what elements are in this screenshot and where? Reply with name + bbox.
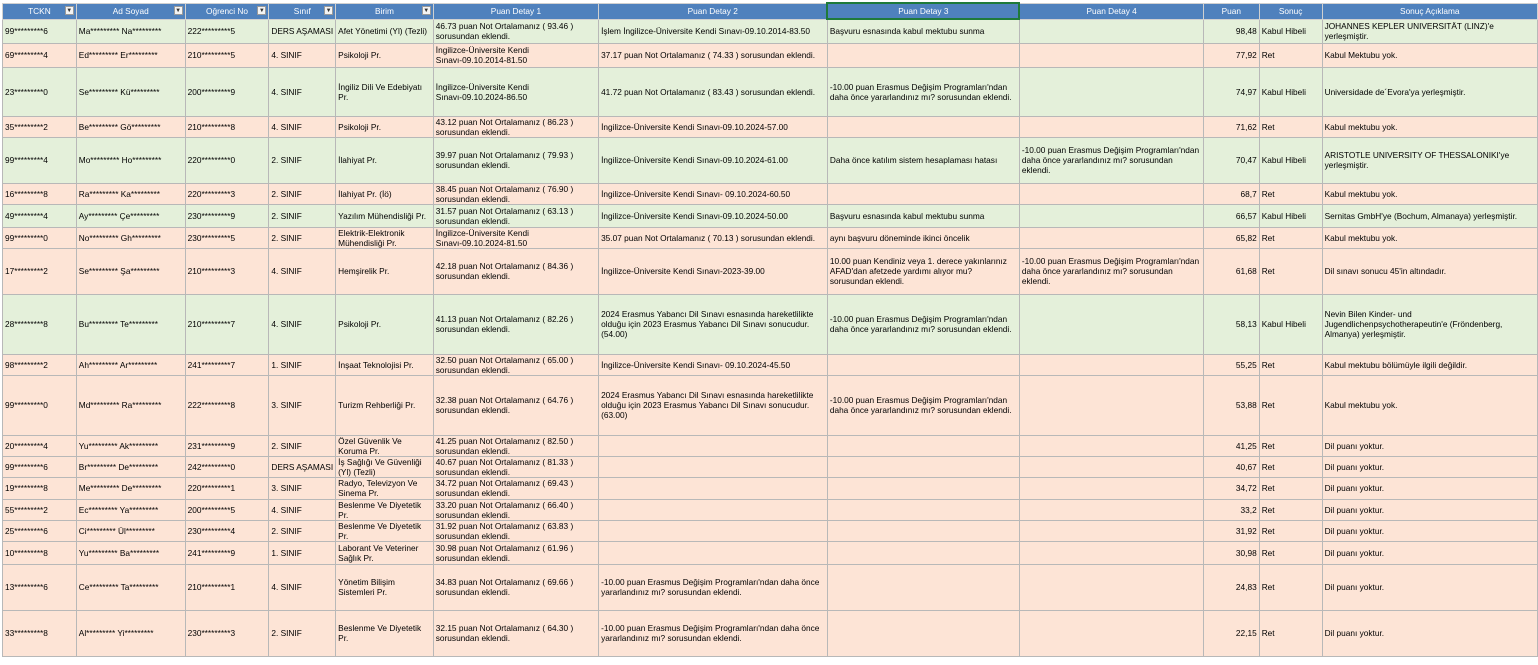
table-row	[3, 227, 1538, 248]
column-header-puan[interactable]	[1203, 3, 1259, 19]
cell-puan-detay-4[interactable]	[1019, 564, 1203, 610]
cell-puan-detay-2[interactable]	[599, 477, 828, 499]
cell-tckn[interactable]: 55*********2	[3, 499, 77, 520]
cell-puan-detay-2[interactable]: İngilizce-Üniversite Kendi Sınavı- 09.10.2024-60.50	[599, 183, 828, 204]
cell-birim[interactable]: Radyo, Televizyon Ve Sinema Pr.	[336, 477, 434, 499]
column-header-birim[interactable]	[336, 3, 434, 19]
cell-puan-detay-2[interactable]: 41.72 puan Not Ortalamanız ( 83.43 ) sorusundan eklendi.	[599, 67, 828, 116]
cell-birim[interactable]: Psikoloji Pr.	[336, 294, 434, 354]
table-row	[3, 541, 1538, 564]
cell-tckn[interactable]: 99*********6	[3, 456, 77, 477]
cell-sonuc[interactable]: Ret	[1259, 499, 1322, 520]
cell-puan[interactable]: 70,47	[1203, 137, 1259, 183]
cell-sonuc[interactable]: Ret	[1259, 477, 1322, 499]
cell-puan-detay-2[interactable]: 35.07 puan Not Ortalamanız ( 70.13 ) sorusundan eklendi.	[599, 227, 828, 248]
cell-ogrenci-no[interactable]: 230*********4	[185, 520, 269, 541]
cell-sonuc[interactable]: Ret	[1259, 541, 1322, 564]
cell-puan[interactable]: 30,98	[1203, 541, 1259, 564]
cell-puan-detay-4[interactable]: -10.00 puan Erasmus Değişim Programları'ndan daha önce yararlandınız mı? sorusundan eklendi.	[1019, 248, 1203, 294]
table-row	[3, 67, 1538, 116]
cell-ogrenci-no[interactable]: 210*********5	[185, 43, 269, 67]
cell-tckn[interactable]: 69*********4	[3, 43, 77, 67]
cell-ad-soyad[interactable]: Md********* Ra*********	[76, 375, 185, 435]
filter-dropdown-icon[interactable]: ▼	[258, 7, 265, 14]
cell-ogrenci-no[interactable]: 241*********7	[185, 354, 269, 375]
cell-birim[interactable]: Psikoloji Pr.	[336, 116, 434, 137]
table-row	[3, 456, 1538, 477]
cell-sonuc[interactable]: Kabul Hibeli	[1259, 67, 1322, 116]
cell-sonuc-aciklama[interactable]: Kabul mektubu yok.	[1322, 375, 1537, 435]
column-header-label: Sonuç Açıklama	[1400, 6, 1460, 16]
cell-puan-detay-2[interactable]	[599, 520, 828, 541]
cell-sinif[interactable]: 2. SINIF	[269, 610, 336, 656]
cell-sonuc-aciklama[interactable]: JOHANNES KEPLER UNIVERSITÄT (LINZ)'e yerleşmiştir.	[1322, 19, 1537, 43]
column-header-puan-detay-2[interactable]	[599, 3, 828, 19]
cell-sonuc[interactable]: Ret	[1259, 183, 1322, 204]
cell-sonuc-aciklama[interactable]: Dil puanı yoktur.	[1322, 477, 1537, 499]
cell-tckn[interactable]: 99*********6	[3, 19, 77, 43]
cell-sonuc-aciklama[interactable]: Kabul mektubu yok.	[1322, 227, 1537, 248]
cell-puan-detay-3[interactable]: Başvuru esnasında kabul mektubu sunma	[827, 204, 1019, 227]
cell-puan-detay-3[interactable]: -10.00 puan Erasmus Değişim Programları'ndan daha önce yararlandınız mı? sorusundan eklendi.	[827, 294, 1019, 354]
cell-puan-detay-1[interactable]: 43.12 puan Not Ortalamanız ( 86.23 ) sorusundan eklendi.	[433, 116, 598, 137]
cell-sonuc[interactable]: Kabul Hibeli	[1259, 204, 1322, 227]
cell-puan-detay-3[interactable]	[827, 116, 1019, 137]
cell-puan-detay-4[interactable]	[1019, 610, 1203, 656]
cell-birim[interactable]: İngiliz Dili Ve Edebiyatı Pr.	[336, 67, 434, 116]
cell-puan-detay-4[interactable]	[1019, 520, 1203, 541]
cell-puan-detay-2[interactable]: 37.17 puan Not Ortalamanız ( 74.33 ) sorusundan eklendi.	[599, 43, 828, 67]
cell-puan-detay-1[interactable]: 34.83 puan Not Ortalamanız ( 69.66 ) sorusundan eklendi.	[433, 564, 598, 610]
cell-puan[interactable]: 71,62	[1203, 116, 1259, 137]
cell-puan-detay-3[interactable]: -10.00 puan Erasmus Değişim Programları'ndan daha önce yararlandınız mı? sorusundan eklendi.	[827, 375, 1019, 435]
cell-ogrenci-no[interactable]: 220*********3	[185, 183, 269, 204]
cell-puan-detay-3[interactable]	[827, 520, 1019, 541]
cell-puan[interactable]: 22,15	[1203, 610, 1259, 656]
cell-puan-detay-4[interactable]	[1019, 435, 1203, 456]
cell-puan-detay-2[interactable]: İngilizce-Üniversite Kendi Sınavı-09.10.2024-61.00	[599, 137, 828, 183]
column-header-label: Oğrenci No	[206, 6, 248, 16]
column-header-label: Puan Detay 4	[1086, 6, 1137, 16]
cell-puan-detay-4[interactable]	[1019, 19, 1203, 43]
cell-puan-detay-3[interactable]	[827, 43, 1019, 67]
table-row	[3, 610, 1538, 656]
cell-sonuc[interactable]: Kabul Hibeli	[1259, 294, 1322, 354]
cell-sonuc-aciklama[interactable]: Dil puanı yoktur.	[1322, 520, 1537, 541]
cell-ogrenci-no[interactable]: 241*********9	[185, 541, 269, 564]
cell-puan[interactable]: 53,88	[1203, 375, 1259, 435]
cell-ad-soyad[interactable]: Ma********* Na*********	[76, 19, 185, 43]
cell-sonuc-aciklama[interactable]: Dil puanı yoktur.	[1322, 456, 1537, 477]
cell-puan-detay-3[interactable]: 10.00 puan Kendiniz veya 1. derece yakınlarınız AFAD'dan afetzede yardımı alıyor mu? sorusundan eklendi.	[827, 248, 1019, 294]
cell-birim[interactable]: İlahiyat Pr.	[336, 137, 434, 183]
cell-sonuc-aciklama[interactable]: Dil puanı yoktur.	[1322, 435, 1537, 456]
table-row	[3, 294, 1538, 354]
cell-ogrenci-no[interactable]: 222*********8	[185, 375, 269, 435]
cell-ad-soyad[interactable]: Mo********* Ho*********	[76, 137, 185, 183]
cell-sinif[interactable]: DERS AŞAMASI	[269, 19, 336, 43]
cell-ogrenci-no[interactable]: 220*********1	[185, 477, 269, 499]
cell-tckn[interactable]: 10*********8	[3, 541, 77, 564]
cell-birim[interactable]: Özel Güvenlik Ve Koruma Pr.	[336, 435, 434, 456]
cell-sinif[interactable]: DERS AŞAMASI	[269, 456, 336, 477]
cell-ad-soyad[interactable]: Se********* Şa*********	[76, 248, 185, 294]
cell-ad-soyad[interactable]: Ed********* Er*********	[76, 43, 185, 67]
cell-sinif[interactable]: 3. SINIF	[269, 375, 336, 435]
table-row	[3, 520, 1538, 541]
table-row	[3, 137, 1538, 183]
table-row	[3, 183, 1538, 204]
column-header-label: Puan	[1221, 6, 1241, 16]
column-header-puan-detay-1[interactable]	[433, 3, 598, 19]
column-header-sonuc-aciklama[interactable]	[1322, 3, 1537, 19]
column-header-puan-detay-4[interactable]	[1019, 3, 1203, 19]
cell-sinif[interactable]: 4. SINIF	[269, 43, 336, 67]
cell-birim[interactable]: Beslenme Ve Diyetetik Pr.	[336, 520, 434, 541]
cell-puan-detay-2[interactable]: İngilizce-Üniversite Kendi Sınavı-09.10.2024-50.00	[599, 204, 828, 227]
cell-puan-detay-2[interactable]: İngilizce-Üniversite Kendi Sınavı-09.10.2024-57.00	[599, 116, 828, 137]
cell-ad-soyad[interactable]: Be********* Gö*********	[76, 116, 185, 137]
cell-sonuc[interactable]: Ret	[1259, 610, 1322, 656]
cell-sinif[interactable]: 4. SINIF	[269, 67, 336, 116]
cell-ad-soyad[interactable]: Ay********* Çe*********	[76, 204, 185, 227]
cell-puan-detay-3[interactable]	[827, 435, 1019, 456]
cell-puan-detay-3[interactable]	[827, 610, 1019, 656]
filter-dropdown-icon[interactable]: ▼	[175, 7, 182, 14]
cell-sinif[interactable]: 3. SINIF	[269, 477, 336, 499]
cell-puan-detay-1[interactable]: 41.25 puan Not Ortalamanız ( 82.50 ) sorusundan eklendi.	[433, 435, 598, 456]
cell-ad-soyad[interactable]: Yu********* Ak*********	[76, 435, 185, 456]
cell-sonuc-aciklama[interactable]: Dil sınavı sonucu 45'in altındadır.	[1322, 248, 1537, 294]
cell-birim[interactable]: Yazılım Mühendisliği Pr.	[336, 204, 434, 227]
cell-sonuc-aciklama[interactable]: Dil puanı yoktur.	[1322, 610, 1537, 656]
cell-puan-detay-4[interactable]	[1019, 204, 1203, 227]
cell-puan-detay-2[interactable]: İngilizce-Üniversite Kendi Sınavı- 09.10.2024-45.50	[599, 354, 828, 375]
cell-tckn[interactable]: 13*********6	[3, 564, 77, 610]
cell-birim[interactable]: Psikoloji Pr.	[336, 43, 434, 67]
cell-puan[interactable]: 65,82	[1203, 227, 1259, 248]
cell-puan-detay-3[interactable]: aynı başvuru döneminde ikinci öncelik	[827, 227, 1019, 248]
cell-puan-detay-3[interactable]	[827, 499, 1019, 520]
column-header-label: Birim	[375, 6, 394, 16]
cell-puan-detay-2[interactable]: 2024 Erasmus Yabancı Dil Sınavı esnasında hareketlilikte olduğu için 2023 Erasmus Yabancı Dil Sınavı sonucudur. (54.00)	[599, 294, 828, 354]
cell-sonuc-aciklama[interactable]: Nevin Bilen Kinder- und Jugendlichenpsychotherapeutin'e (Fröndenberg, Almanya) yerleşmiştir.	[1322, 294, 1537, 354]
cell-puan-detay-3[interactable]	[827, 183, 1019, 204]
cell-ad-soyad[interactable]: Ci********* Ül*********	[76, 520, 185, 541]
cell-puan[interactable]: 31,92	[1203, 520, 1259, 541]
cell-puan[interactable]: 61,68	[1203, 248, 1259, 294]
cell-puan-detay-1[interactable]: 30.98 puan Not Ortalamanız ( 61.96 ) sorusundan eklendi.	[433, 541, 598, 564]
cell-ogrenci-no[interactable]: 230*********9	[185, 204, 269, 227]
cell-sinif[interactable]: 4. SINIF	[269, 294, 336, 354]
cell-puan-detay-4[interactable]	[1019, 477, 1203, 499]
cell-puan-detay-2[interactable]: İşlem İngilizce-Üniversite Kendi Sınavı-09.10.2014-83.50	[599, 19, 828, 43]
cell-ogrenci-no[interactable]: 210*********3	[185, 248, 269, 294]
cell-puan-detay-4[interactable]	[1019, 183, 1203, 204]
cell-sonuc-aciklama[interactable]: Dil puanı yoktur.	[1322, 564, 1537, 610]
cell-ogrenci-no[interactable]: 210*********7	[185, 294, 269, 354]
cell-puan[interactable]: 68,7	[1203, 183, 1259, 204]
cell-sinif[interactable]: 2. SINIF	[269, 204, 336, 227]
cell-puan-detay-3[interactable]	[827, 477, 1019, 499]
cell-birim[interactable]: Turizm Rehberliği Pr.	[336, 375, 434, 435]
cell-ogrenci-no[interactable]: 230*********3	[185, 610, 269, 656]
cell-ad-soyad[interactable]: Yu********* Ba*********	[76, 541, 185, 564]
cell-sonuc[interactable]: Ret	[1259, 375, 1322, 435]
cell-sonuc[interactable]: Kabul Hibeli	[1259, 19, 1322, 43]
cell-sonuc-aciklama[interactable]: Dil puanı yoktur.	[1322, 499, 1537, 520]
cell-sonuc[interactable]: Ret	[1259, 456, 1322, 477]
column-header-sinif[interactable]	[269, 3, 336, 19]
cell-sonuc-aciklama[interactable]: Universidade de´Evora'ya yerleşmiştir.	[1322, 67, 1537, 116]
cell-sinif[interactable]: 4. SINIF	[269, 564, 336, 610]
cell-tckn[interactable]: 19*********8	[3, 477, 77, 499]
cell-puan-detay-4[interactable]	[1019, 456, 1203, 477]
cell-birim[interactable]: Beslenme Ve Diyetetik Pr.	[336, 499, 434, 520]
cell-sonuc-aciklama[interactable]: Kabul mektubu yok.	[1322, 116, 1537, 137]
cell-puan-detay-2[interactable]	[599, 435, 828, 456]
cell-puan-detay-2[interactable]	[599, 499, 828, 520]
cell-puan-detay-1[interactable]: 41.13 puan Not Ortalamanız ( 82.26 ) sorusundan eklendi.	[433, 294, 598, 354]
cell-tckn[interactable]: 98*********2	[3, 354, 77, 375]
cell-puan-detay-1[interactable]: 32.38 puan Not Ortalamanız ( 64.76 ) sorusundan eklendi.	[433, 375, 598, 435]
cell-tckn[interactable]: 99*********4	[3, 137, 77, 183]
cell-puan-detay-4[interactable]	[1019, 499, 1203, 520]
cell-tckn[interactable]: 49*********4	[3, 204, 77, 227]
table-row	[3, 499, 1538, 520]
cell-puan[interactable]: 41,25	[1203, 435, 1259, 456]
cell-puan[interactable]: 34,72	[1203, 477, 1259, 499]
cell-puan-detay-1[interactable]: 42.18 puan Not Ortalamanız ( 84.36 ) sorusundan eklendi.	[433, 248, 598, 294]
cell-puan-detay-1[interactable]: 39.97 puan Not Ortalamanız ( 79.93 ) sorusundan eklendi.	[433, 137, 598, 183]
cell-sonuc[interactable]: Ret	[1259, 248, 1322, 294]
cell-puan[interactable]: 77,92	[1203, 43, 1259, 67]
cell-puan-detay-3[interactable]: -10.00 puan Erasmus Değişim Programları'ndan daha önce yararlandınız mı? sorusundan eklendi.	[827, 67, 1019, 116]
cell-ogrenci-no[interactable]: 230*********5	[185, 227, 269, 248]
column-header-puan-detay-3[interactable]	[827, 3, 1019, 19]
cell-puan-detay-2[interactable]: -10.00 puan Erasmus Değişim Programları'ndan daha önce yararlandınız mı? sorusundan eklendi.	[599, 564, 828, 610]
cell-ad-soyad[interactable]: Br********* De*********	[76, 456, 185, 477]
column-header-label: Sınıf	[293, 6, 311, 16]
cell-sonuc[interactable]: Ret	[1259, 520, 1322, 541]
cell-tckn[interactable]: 99*********0	[3, 375, 77, 435]
table-row	[3, 19, 1538, 43]
cell-birim[interactable]: İlahiyat Pr. (İö)	[336, 183, 434, 204]
column-header-label: Puan Detay 2	[687, 6, 738, 16]
table-row	[3, 477, 1538, 499]
cell-puan[interactable]: 40,67	[1203, 456, 1259, 477]
cell-puan-detay-4[interactable]: -10.00 puan Erasmus Değişim Programları'ndan daha önce yararlandınız mı? sorusundan eklendi.	[1019, 137, 1203, 183]
cell-puan[interactable]: 74,97	[1203, 67, 1259, 116]
cell-puan-detay-1[interactable]: 33.20 puan Not Ortalamanız ( 66.40 ) sorusundan eklendi.	[433, 499, 598, 520]
cell-birim[interactable]: İnşaat Teknolojisi Pr.	[336, 354, 434, 375]
table-row	[3, 204, 1538, 227]
cell-ogrenci-no[interactable]: 242*********0	[185, 456, 269, 477]
cell-sinif[interactable]: 2. SINIF	[269, 520, 336, 541]
cell-tckn[interactable]: 23*********0	[3, 67, 77, 116]
column-header-sonuc[interactable]	[1259, 3, 1322, 19]
cell-puan[interactable]: 55,25	[1203, 354, 1259, 375]
table-row	[3, 116, 1538, 137]
cell-sonuc[interactable]: Ret	[1259, 116, 1322, 137]
cell-puan-detay-2[interactable]: 2024 Erasmus Yabancı Dil Sınavı esnasında hareketlilikte olduğu için 2023 Erasmus Yabancı Dil Sınavı sonucudur. (63.00)	[599, 375, 828, 435]
cell-puan-detay-4[interactable]	[1019, 541, 1203, 564]
cell-puan-detay-1[interactable]: 46.73 puan Not Ortalamanız ( 93.46 ) sorusundan eklendi.	[433, 19, 598, 43]
cell-puan[interactable]: 66,57	[1203, 204, 1259, 227]
table-row	[3, 43, 1538, 67]
cell-ad-soyad[interactable]: No********* Gh*********	[76, 227, 185, 248]
cell-ad-soyad[interactable]: Ra********* Ka*********	[76, 183, 185, 204]
cell-puan-detay-1[interactable]: 31.57 puan Not Ortalamanız ( 63.13 ) sorusundan eklendi.	[433, 204, 598, 227]
column-header-label: Puan Detay 1	[490, 6, 542, 16]
cell-puan-detay-1[interactable]: 32.50 puan Not Ortalamanız ( 65.00 ) sorusundan eklendi.	[433, 354, 598, 375]
cell-ogrenci-no[interactable]: 222*********5	[185, 19, 269, 43]
cell-sonuc[interactable]: Ret	[1259, 564, 1322, 610]
cell-puan[interactable]: 33,2	[1203, 499, 1259, 520]
cell-puan-detay-1[interactable]: İngilizce-Üniversite Kendi Sınavı-09.10.2024-86.50	[433, 67, 598, 116]
cell-puan-detay-4[interactable]	[1019, 227, 1203, 248]
cell-sinif[interactable]: 4. SINIF	[269, 499, 336, 520]
cell-puan-detay-1[interactable]: 40.67 puan Not Ortalamanız ( 81.33 ) sorusundan eklendi.	[433, 456, 598, 477]
cell-tckn[interactable]: 17*********2	[3, 248, 77, 294]
cell-sonuc[interactable]: Kabul Hibeli	[1259, 137, 1322, 183]
cell-tckn[interactable]: 25*********6	[3, 520, 77, 541]
table-row	[3, 564, 1538, 610]
cell-puan[interactable]: 24,83	[1203, 564, 1259, 610]
column-header-label: TCKN	[28, 6, 51, 16]
column-header-label: Sonuç	[1278, 6, 1303, 16]
cell-ad-soyad[interactable]: Ah********* Ar*********	[76, 354, 185, 375]
cell-ad-soyad[interactable]: Se********* Kü*********	[76, 67, 185, 116]
cell-puan-detay-4[interactable]	[1019, 67, 1203, 116]
cell-tckn[interactable]: 16*********8	[3, 183, 77, 204]
cell-sonuc-aciklama[interactable]: ARISTOTLE UNIVERSITY OF THESSALONIKI'ye yerleşmiştir.	[1322, 137, 1537, 183]
cell-ogrenci-no[interactable]: 210*********8	[185, 116, 269, 137]
cell-birim[interactable]: Hemşirelik Pr.	[336, 248, 434, 294]
cell-puan-detay-3[interactable]: Daha önce katılım sistem hesaplaması hatası	[827, 137, 1019, 183]
cell-puan-detay-2[interactable]	[599, 541, 828, 564]
cell-puan-detay-3[interactable]	[827, 456, 1019, 477]
cell-sinif[interactable]: 1. SINIF	[269, 354, 336, 375]
cell-puan-detay-1[interactable]: İngilizce-Üniversite Kendi Sınavı-09.10.2024-81.50	[433, 227, 598, 248]
cell-ad-soyad[interactable]: Me********* De*********	[76, 477, 185, 499]
cell-ogrenci-no[interactable]: 231*********9	[185, 435, 269, 456]
cell-birim[interactable]: Beslenme Ve Diyetetik Pr.	[336, 610, 434, 656]
cell-birim[interactable]: Elektrik-Elektronik Mühendisliği Pr.	[336, 227, 434, 248]
cell-ogrenci-no[interactable]: 200*********5	[185, 499, 269, 520]
column-header-ad-soyad[interactable]	[76, 3, 185, 19]
cell-puan-detay-4[interactable]	[1019, 375, 1203, 435]
cell-ogrenci-no[interactable]: 210*********1	[185, 564, 269, 610]
filter-dropdown-icon[interactable]: ▼	[325, 7, 332, 14]
cell-puan[interactable]: 98,48	[1203, 19, 1259, 43]
table-row	[3, 248, 1538, 294]
column-header-ogrenci-no[interactable]	[185, 3, 269, 19]
cell-tckn[interactable]: 20*********4	[3, 435, 77, 456]
cell-sonuc-aciklama[interactable]: Dil puanı yoktur.	[1322, 541, 1537, 564]
table-body	[3, 19, 1538, 656]
cell-puan-detay-3[interactable]	[827, 354, 1019, 375]
cell-sonuc[interactable]: Ret	[1259, 227, 1322, 248]
cell-tckn[interactable]: 28*********8	[3, 294, 77, 354]
cell-sinif[interactable]: 2. SINIF	[269, 435, 336, 456]
cell-birim[interactable]: Afet Yönetimi (Yl) (Tezli)	[336, 19, 434, 43]
cell-puan-detay-4[interactable]	[1019, 354, 1203, 375]
cell-sinif[interactable]: 4. SINIF	[269, 248, 336, 294]
cell-ad-soyad[interactable]: Bu********* Te*********	[76, 294, 185, 354]
filter-dropdown-icon[interactable]: ▼	[66, 7, 73, 14]
table-row	[3, 375, 1538, 435]
cell-puan-detay-2[interactable]: İngilizce-Üniversite Kendi Sınavı-2023-39.00	[599, 248, 828, 294]
cell-sonuc-aciklama[interactable]: Kabul Mektubu yok.	[1322, 43, 1537, 67]
cell-tckn[interactable]: 33*********8	[3, 610, 77, 656]
cell-tckn[interactable]: 99*********0	[3, 227, 77, 248]
cell-ad-soyad[interactable]: Ce********* Ta*********	[76, 564, 185, 610]
cell-ogrenci-no[interactable]: 200*********9	[185, 67, 269, 116]
column-header-label: Ad Soyad	[112, 6, 149, 16]
cell-ad-soyad[interactable]: Al********* Yi*********	[76, 610, 185, 656]
cell-puan-detay-1[interactable]: 38.45 puan Not Ortalamanız ( 76.90 ) sorusundan eklendi.	[433, 183, 598, 204]
cell-sinif[interactable]: 4. SINIF	[269, 116, 336, 137]
cell-puan-detay-4[interactable]	[1019, 116, 1203, 137]
cell-sonuc[interactable]: Ret	[1259, 43, 1322, 67]
cell-sonuc-aciklama[interactable]: Kabul mektubu bölümüyle ilgili değildir.	[1322, 354, 1537, 375]
cell-sinif[interactable]: 2. SINIF	[269, 137, 336, 183]
cell-birim[interactable]: Laborant Ve Veteriner Sağlık Pr.	[336, 541, 434, 564]
column-header-tckn[interactable]	[3, 3, 77, 19]
cell-puan-detay-2[interactable]: -10.00 puan Erasmus Değişim Programları'ndan daha önce yararlandınız mı? sorusundan eklendi.	[599, 610, 828, 656]
cell-puan-detay-3[interactable]	[827, 541, 1019, 564]
cell-birim[interactable]: Yönetim Bilişim Sistemleri Pr.	[336, 564, 434, 610]
cell-sinif[interactable]: 2. SINIF	[269, 227, 336, 248]
cell-sonuc[interactable]: Ret	[1259, 354, 1322, 375]
cell-sinif[interactable]: 1. SINIF	[269, 541, 336, 564]
cell-puan-detay-4[interactable]	[1019, 294, 1203, 354]
spreadsheet-table	[2, 2, 1538, 657]
cell-puan-detay-1[interactable]: İngilizce-Üniversite Kendi Sınavı-09.10.2014-81.50	[433, 43, 598, 67]
column-header-label: Puan Detay 3	[898, 6, 949, 16]
cell-puan-detay-3[interactable]: Başvuru esnasında kabul mektubu sunma	[827, 19, 1019, 43]
cell-sinif[interactable]: 2. SINIF	[269, 183, 336, 204]
cell-birim[interactable]: İş Sağlığı Ve Güvenliği (Yl) (Tezli)	[336, 456, 434, 477]
cell-puan-detay-1[interactable]: 31.92 puan Not Ortalamanız ( 63.83 ) sorusundan eklendi.	[433, 520, 598, 541]
header-row	[3, 3, 1538, 19]
cell-puan-detay-2[interactable]	[599, 456, 828, 477]
cell-ad-soyad[interactable]: Ec********* Ya*********	[76, 499, 185, 520]
cell-puan-detay-4[interactable]	[1019, 43, 1203, 67]
table-row	[3, 354, 1538, 375]
filter-dropdown-icon[interactable]: ▼	[423, 7, 430, 14]
cell-puan-detay-3[interactable]	[827, 564, 1019, 610]
cell-tckn[interactable]: 35*********2	[3, 116, 77, 137]
cell-sonuc-aciklama[interactable]: Kabul mektubu yok.	[1322, 183, 1537, 204]
cell-ogrenci-no[interactable]: 220*********0	[185, 137, 269, 183]
cell-sonuc[interactable]: Ret	[1259, 435, 1322, 456]
cell-puan[interactable]: 58,13	[1203, 294, 1259, 354]
cell-sonuc-aciklama[interactable]: Sernitas GmbH'ye (Bochum, Almanaya) yerleşmiştir.	[1322, 204, 1537, 227]
table-row	[3, 435, 1538, 456]
cell-puan-detay-1[interactable]: 34.72 puan Not Ortalamanız ( 69.43 ) sorusundan eklendi.	[433, 477, 598, 499]
cell-puan-detay-1[interactable]: 32.15 puan Not Ortalamanız ( 64.30 ) sorusundan eklendi.	[433, 610, 598, 656]
